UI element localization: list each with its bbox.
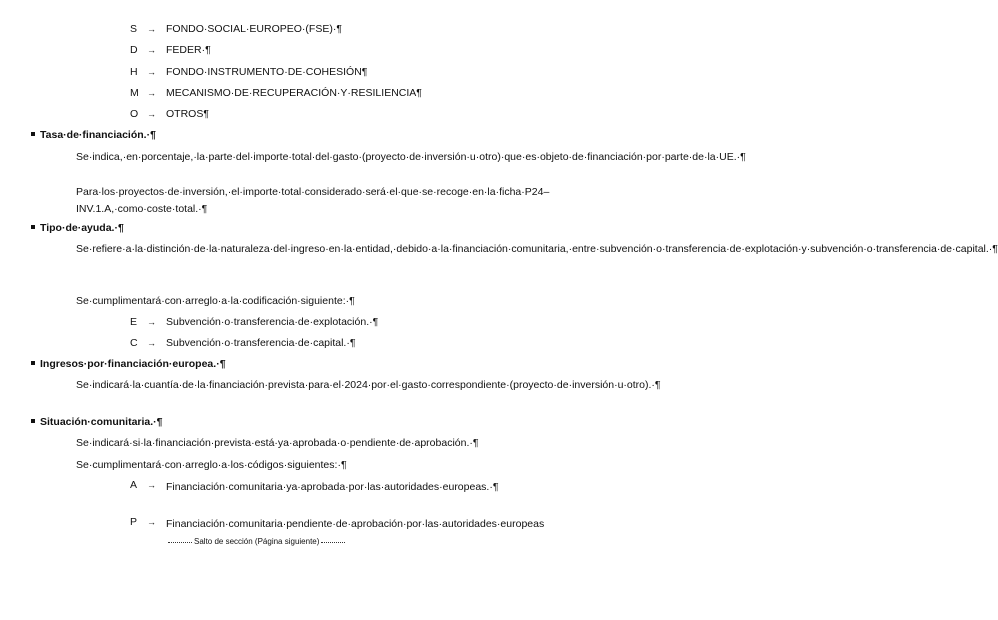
paragraph: Se·cumplimentará·con·arreglo·a·la·codificación·siguiente:·¶ bbox=[76, 295, 355, 307]
list-code: C bbox=[130, 337, 138, 349]
paragraph: Se·cumplimentará·con·arreglo·a·los·códigos·siguientes:·¶ bbox=[76, 459, 347, 471]
paragraph: Se·indica,·en·porcentaje,·la·parte·del·importe·total·del·gasto·(proyecto·de·inversión·u·otro)·que·es·objeto·de·financiación·por·parte·de·la·UE.·¶ bbox=[76, 151, 746, 163]
arrow-icon: → bbox=[147, 24, 156, 34]
dotted-leader bbox=[321, 542, 345, 543]
arrow-icon: → bbox=[147, 480, 156, 490]
list-code: M bbox=[130, 87, 139, 99]
list-code: A bbox=[130, 479, 138, 491]
list-item-text: FONDO·SOCIAL·EUROPEO·(FSE)·¶ bbox=[166, 23, 342, 35]
bullet-icon bbox=[31, 225, 35, 229]
list-item-last bbox=[166, 516, 545, 550]
heading-tipo bbox=[31, 222, 124, 234]
bullet-icon bbox=[31, 361, 35, 365]
heading-text: Tasa·de·financiación.·¶ bbox=[40, 129, 156, 141]
heading-tasa bbox=[31, 129, 156, 141]
heading-ingresos bbox=[31, 358, 226, 370]
list-code: D bbox=[130, 44, 138, 56]
heading-situacion bbox=[31, 416, 163, 428]
arrow-icon: → bbox=[147, 109, 156, 119]
list-code: O bbox=[130, 108, 139, 120]
list-code: H bbox=[130, 66, 138, 78]
list-item-text: Financiación·comunitaria·pendiente·de·aprobación·por·las·autoridades·europeas bbox=[166, 518, 545, 530]
list-item-text: Financiación·comunitaria·ya·aprobada·por·las·autoridades·europeas.·¶ bbox=[166, 481, 499, 493]
arrow-icon: → bbox=[147, 67, 156, 77]
list-item-text: Subvención·o·transferencia·de·capital.·¶ bbox=[166, 337, 356, 349]
section-break-label: Salto de sección (Página siguiente) bbox=[194, 537, 320, 546]
paragraph: Se·indicará·si·la·financiación·prevista·está·ya·aprobada·o·pendiente·de·aprobación.·¶ bbox=[76, 437, 479, 449]
bullet-icon bbox=[31, 419, 35, 423]
heading-text: Ingresos·por·financiación·europea.·¶ bbox=[40, 358, 226, 370]
dotted-leader bbox=[168, 542, 192, 543]
arrow-icon: → bbox=[147, 88, 156, 98]
list-code: E bbox=[130, 316, 138, 328]
list-code: S bbox=[130, 23, 138, 35]
paragraph: Se·refiere·a·la·distinción·de·la·naturaleza·del·ingreso·en·la·entidad,·debido·a·la·financiación·comunitaria,·entre·subvención·o·transferencia·de·explotación·y·subvención·o·transferencia·de·capital.·¶ bbox=[76, 243, 998, 255]
list-item-text: OTROS¶ bbox=[166, 108, 209, 120]
arrow-icon: → bbox=[147, 45, 156, 55]
list-item-text: FONDO·INSTRUMENTO·DE·COHESIÓN¶ bbox=[166, 66, 368, 78]
heading-text: Tipo·de·ayuda.·¶ bbox=[40, 222, 124, 234]
arrow-icon: → bbox=[147, 338, 156, 348]
list-code: P bbox=[130, 516, 138, 528]
arrow-icon: → bbox=[147, 317, 156, 327]
arrow-icon: → bbox=[147, 517, 156, 527]
list-item-text: Subvención·o·transferencia·de·explotación.·¶ bbox=[166, 316, 379, 328]
bullet-icon bbox=[31, 132, 35, 136]
list-item-text: FEDER·¶ bbox=[166, 44, 211, 56]
paragraph: Se·indicará·la·cuantía·de·la·financiación·prevista·para·el·2024·por·el·gasto·correspondiente·(proyecto·de·inversión·u·otro).·¶ bbox=[76, 379, 661, 391]
paragraph: Para·los·proyectos·de·inversión,·el·importe·total·considerado·será·el·que·se·recoge·en·la·ficha·P24–INV.1.A,·como·coste·total.·¶ bbox=[76, 186, 550, 215]
list-item-text: MECANISMO·DE·RECUPERACIÓN·Y·RESILIENCIA¶ bbox=[166, 87, 422, 99]
heading-text: Situación·comunitaria.·¶ bbox=[40, 416, 163, 428]
